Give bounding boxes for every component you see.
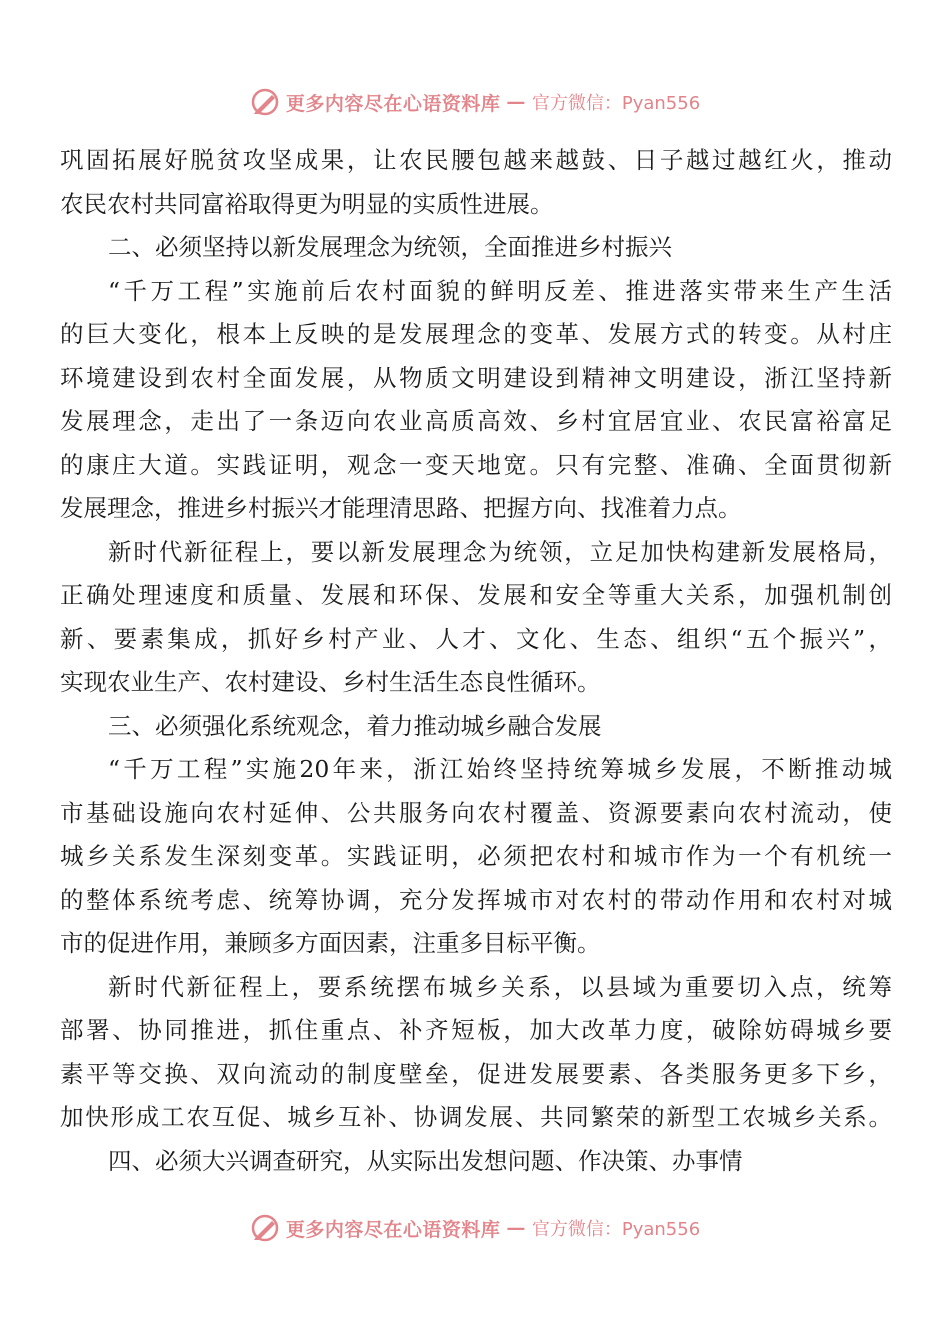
pen-logo-icon xyxy=(250,1213,280,1243)
text-line: 环境建设到农村全面发展，从物质文明建设到精神文明建设，浙江坚持新 xyxy=(60,363,892,392)
text-line: 新时代新征程上，要系统摆布城乡关系，以县域为重要切入点，统筹 xyxy=(108,972,892,1001)
watermark-text: 更多内容尽在心语资料库 xyxy=(285,1218,501,1241)
text-line: 的康庄大道。实践证明，观念一变天地宽。只有完整、准确、全面贯彻新 xyxy=(60,450,892,479)
text-line: 实现农业生产、农村建设、乡村生活生态良性循环。 xyxy=(60,668,601,696)
header-watermark xyxy=(0,82,950,122)
text-line: 新、要素集成，抓好乡村产业、人才、文化、生态、组织“五个振兴”， xyxy=(60,624,892,653)
section-heading: 四、必须大兴调查研究，从实际出发想问题、作决策、办事情 xyxy=(108,1146,743,1175)
text-line: 市基础设施向农村延伸、公共服务向农村覆盖、资源要素向农村流动，使 xyxy=(60,798,892,827)
pen-logo-icon xyxy=(250,87,280,117)
footer-watermark xyxy=(0,1208,950,1248)
text-line: “千万工程”实施20年来，浙江始终坚持统筹城乡发展，不断推动城 xyxy=(108,755,892,783)
section-heading: 二、必须坚持以新发展理念为统领，全面推进乡村振兴 xyxy=(108,233,672,261)
watermark-contact: 官方微信：Pyan556 xyxy=(531,1219,701,1240)
watermark-dash: — xyxy=(506,91,526,113)
text-line: 的整体系统考虑、统筹协调，充分发挥城市对农村的带动作用和农村对城 xyxy=(60,885,892,914)
text-line: 农民农村共同富裕取得更为明显的实质性进展。 xyxy=(60,189,554,218)
text-line: 部署、协同推进，抓住重点、补齐短板，加大改革力度，破除妨碍城乡要 xyxy=(60,1016,892,1044)
text-line: 新时代新征程上，要以新发展理念为统领，立足加快构建新发展格局， xyxy=(108,537,892,566)
text-line: 巩固拓展好脱贫攻坚成果，让农民腰包越来越鼓、日子越过越红火，推动 xyxy=(60,146,892,174)
watermark-text: 更多内容尽在心语资料库 xyxy=(285,92,501,115)
section-heading: 三、必须强化系统观念，着力推动城乡融合发展 xyxy=(108,711,602,740)
watermark-contact: 官方微信：Pyan556 xyxy=(531,93,701,114)
text-line: 城乡关系发生深刻变革。实践证明，必须把农村和城市作为一个有机统一 xyxy=(60,842,892,870)
text-line: 正确处理速度和质量、发展和环保、发展和安全等重大关系，加强机制创 xyxy=(60,581,892,609)
text-line: 加快形成工农互促、城乡互补、协调发展、共同繁荣的新型工农城乡关系。 xyxy=(60,1103,892,1131)
document-body xyxy=(60,139,892,1183)
text-line: 的巨大变化，根本上反映的是发展理念的变革、发展方式的转变。从村庄 xyxy=(60,320,892,348)
text-line: 素平等交换、双向流动的制度壁垒，促进发展要素、各类服务更多下乡， xyxy=(60,1059,892,1088)
text-line: 发展理念，推进乡村振兴才能理清思路、把握方向、找准着力点。 xyxy=(60,494,742,522)
watermark-dash: — xyxy=(506,1217,526,1239)
text-line: 市的促进作用，兼顾多方面因素，注重多目标平衡。 xyxy=(60,929,601,957)
text-line: 发展理念，走出了一条迈向农业高质高效、乡村宜居宜业、农民富裕富足 xyxy=(60,407,892,435)
text-line: “千万工程”实施前后农村面貌的鲜明反差、推进落实带来生产生活 xyxy=(108,276,892,305)
